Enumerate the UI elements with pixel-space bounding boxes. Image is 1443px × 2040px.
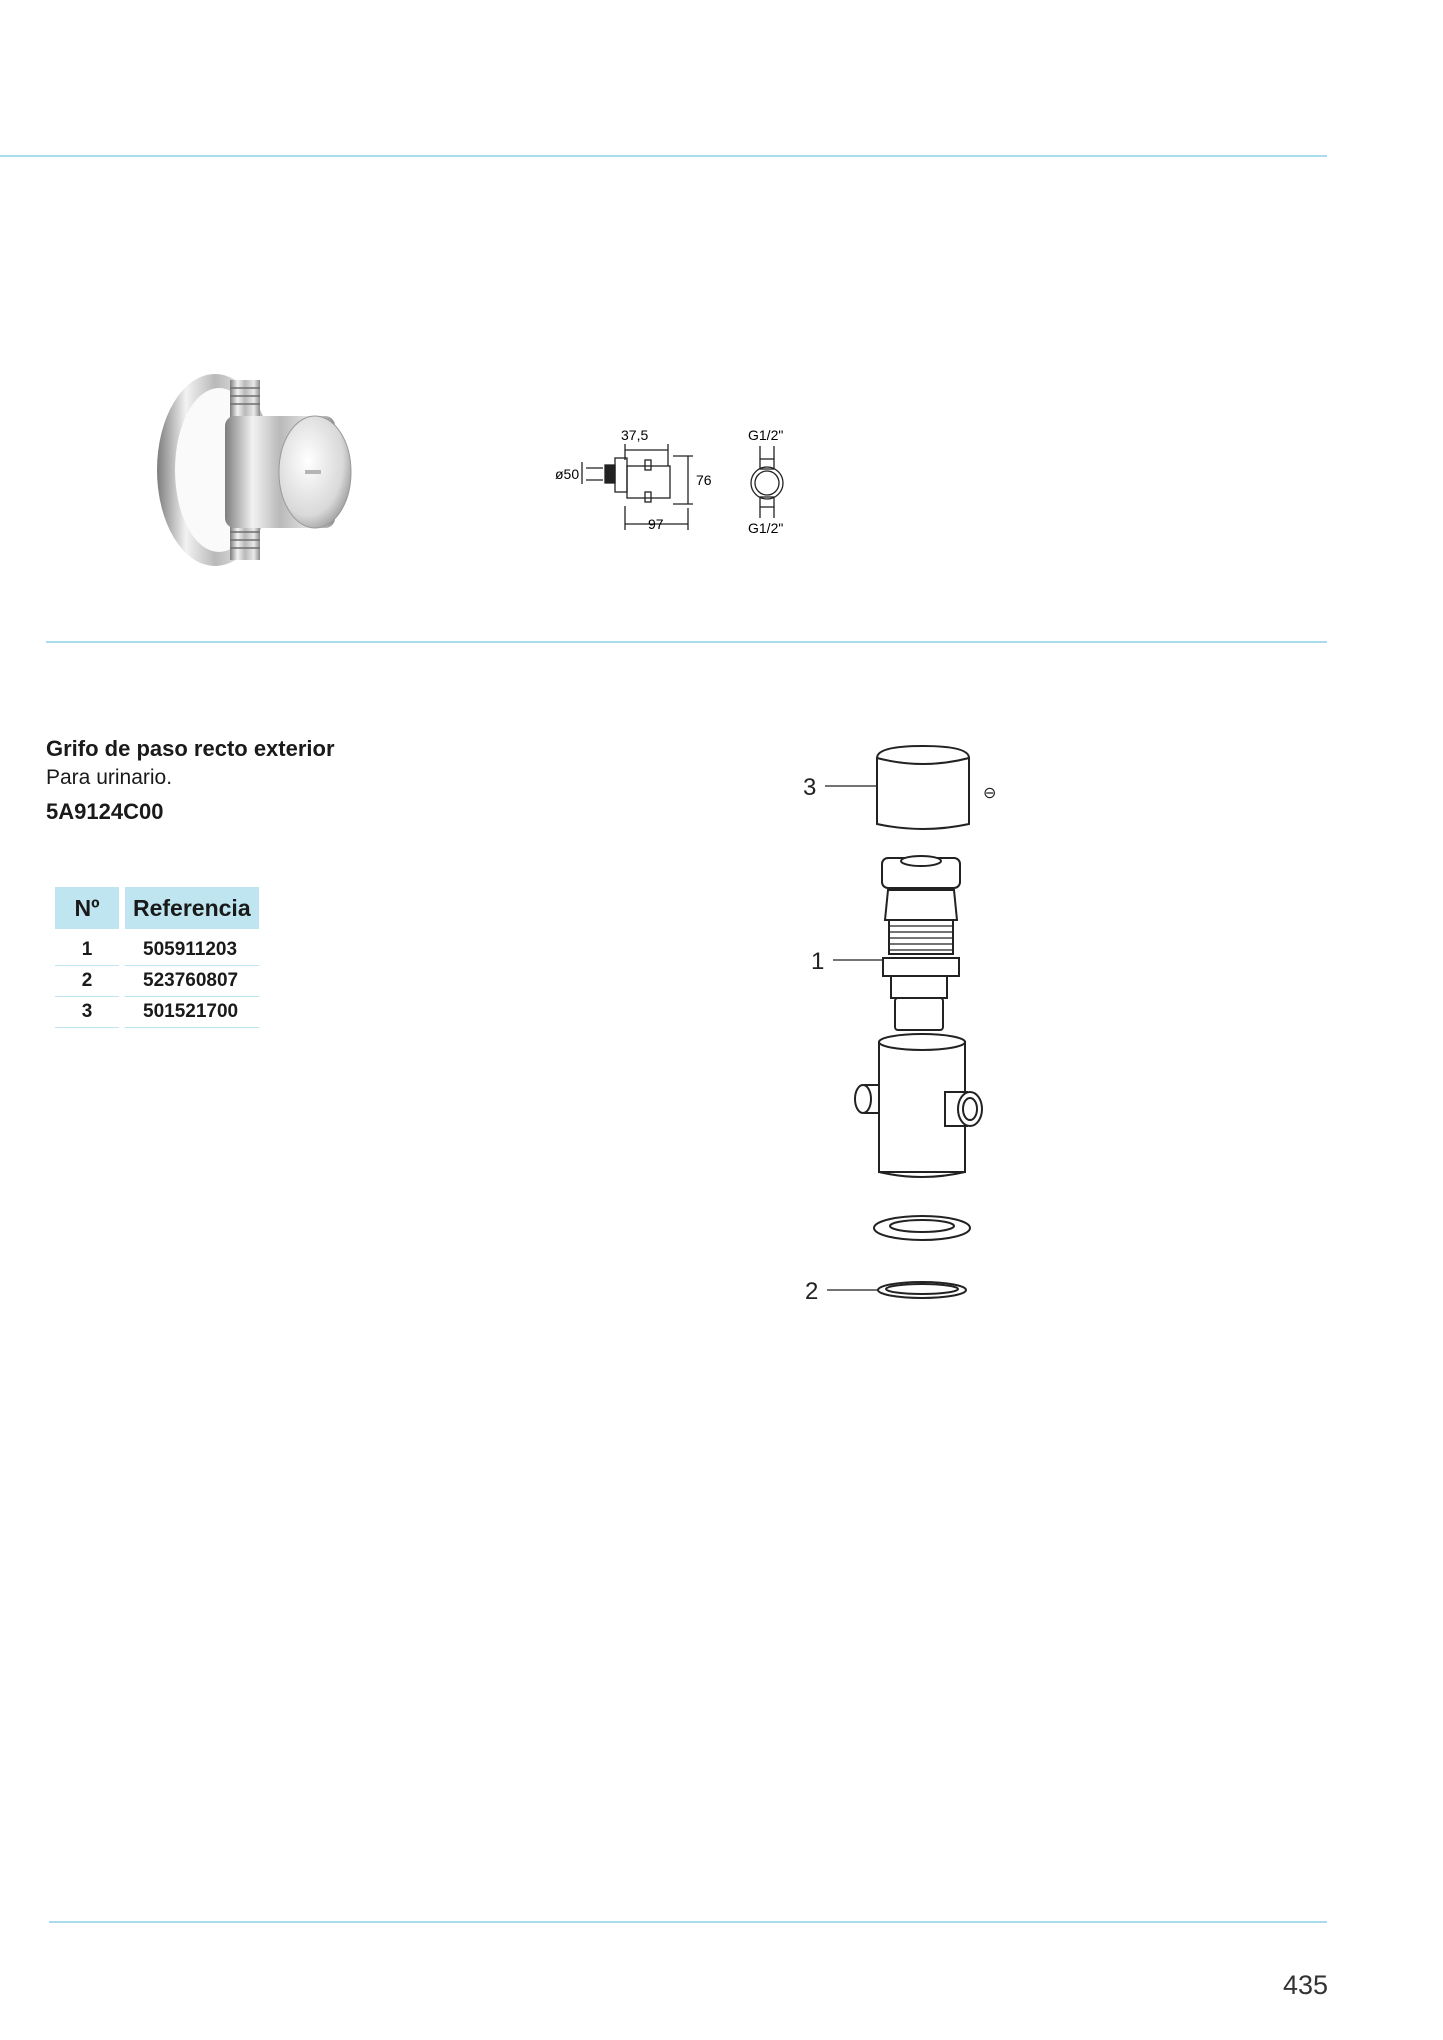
row-number: 3 bbox=[55, 997, 119, 1028]
dim-diameter: ø50 bbox=[555, 466, 580, 482]
callout-1: 1 bbox=[811, 948, 825, 975]
top-rule bbox=[0, 155, 1327, 157]
header-reference: Referencia bbox=[125, 887, 259, 929]
table-row bbox=[55, 966, 259, 997]
dim-width-top: 37,5 bbox=[621, 427, 649, 443]
row-reference: 505911203 bbox=[125, 929, 259, 966]
thread-bottom: G1/2" bbox=[748, 520, 784, 536]
bottom-rule bbox=[49, 1921, 1327, 1923]
parts-table bbox=[49, 887, 265, 1028]
dim-width-bottom: 97 bbox=[648, 516, 664, 532]
row-reference: 523760807 bbox=[125, 966, 259, 997]
tool-symbol-icon: ⊖ bbox=[983, 785, 997, 802]
page-number: 435 bbox=[1282, 1970, 1328, 2000]
product-photo bbox=[115, 360, 375, 580]
callout-3: 3 bbox=[803, 774, 817, 801]
technical-drawing bbox=[555, 420, 805, 545]
row-number: 1 bbox=[55, 929, 119, 966]
exploded-view bbox=[795, 740, 1025, 1310]
row-number: 2 bbox=[55, 966, 119, 997]
middle-rule bbox=[46, 641, 1327, 643]
row-reference: 501521700 bbox=[125, 997, 259, 1028]
dim-height: 76 bbox=[696, 472, 712, 488]
table-row bbox=[55, 929, 259, 966]
callout-2: 2 bbox=[805, 1278, 819, 1305]
header-number: Nº bbox=[55, 887, 119, 929]
product-subtitle: Para urinario. bbox=[46, 766, 173, 789]
product-title: Grifo de paso recto exterior bbox=[46, 736, 335, 761]
product-code: 5A9124C00 bbox=[46, 799, 164, 824]
table-row bbox=[55, 997, 259, 1028]
thread-top: G1/2" bbox=[748, 427, 784, 443]
